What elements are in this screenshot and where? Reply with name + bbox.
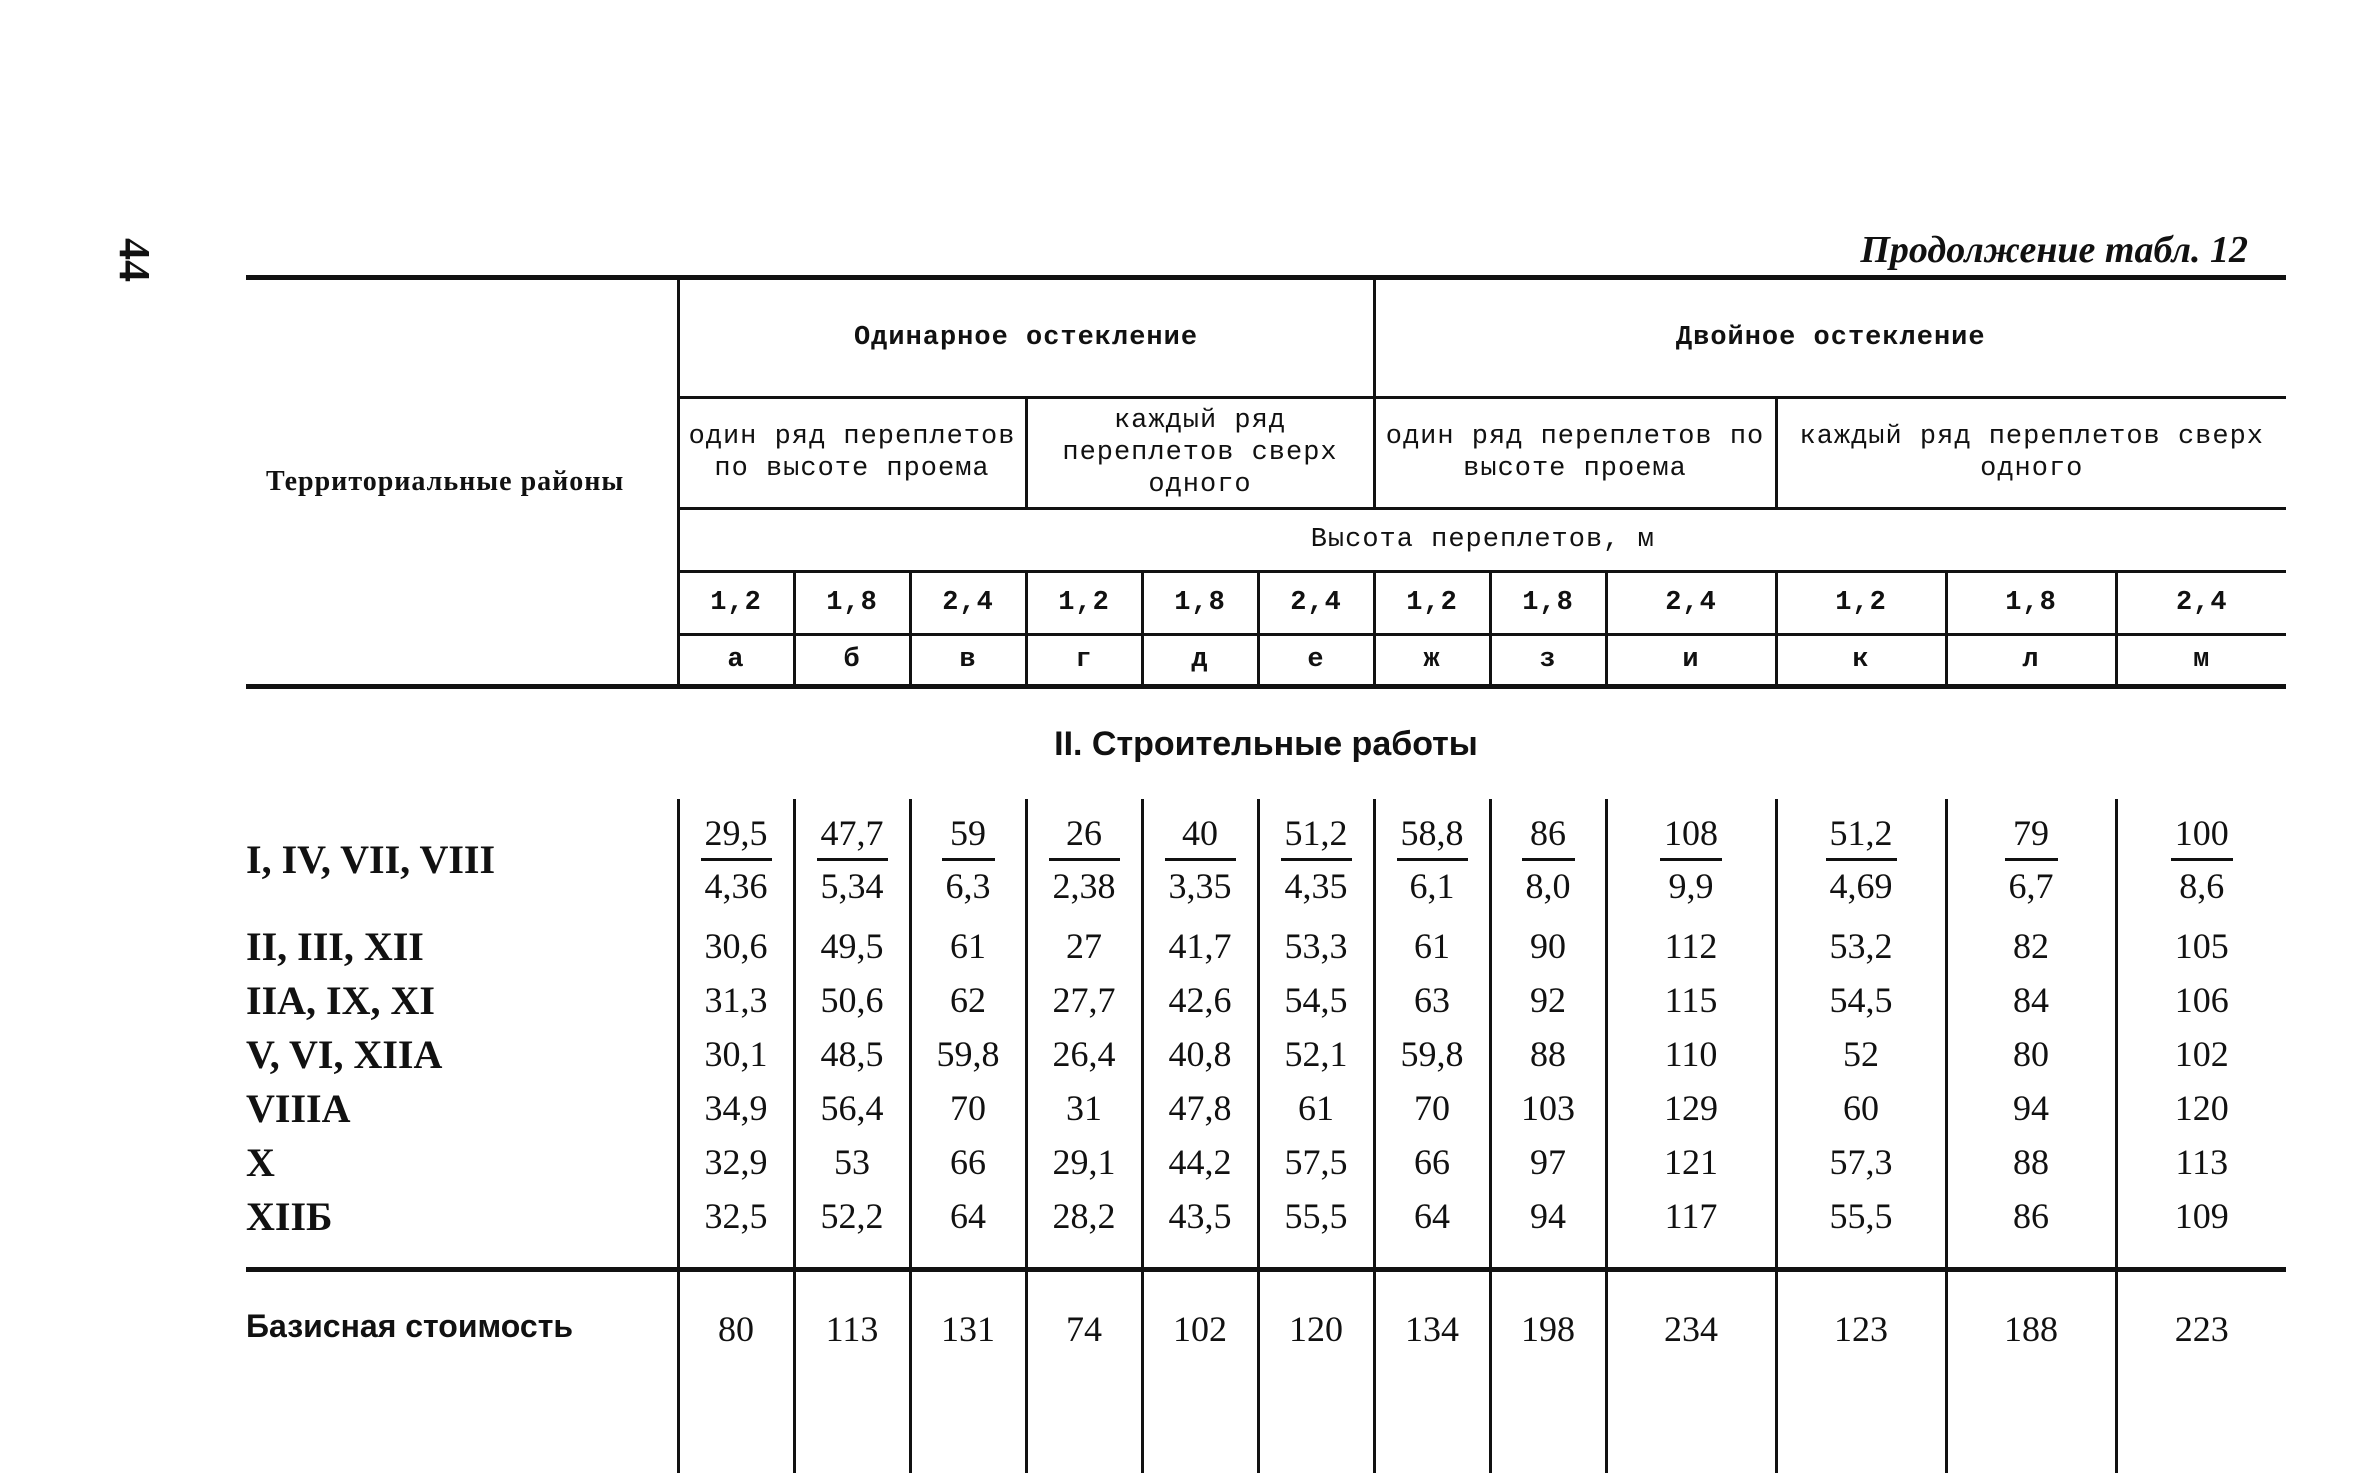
table-cell: 88 — [1490, 1027, 1606, 1081]
fraction-numerator: 86 — [1522, 808, 1575, 861]
table-cell: 66 — [910, 1135, 1026, 1189]
table-caption: Продолжение табл. 12 — [1860, 229, 2248, 271]
spacer-cell — [1946, 1243, 2116, 1269]
header-letter-8: и — [1606, 635, 1776, 687]
fraction-numerator: 51,2 — [1281, 808, 1352, 861]
header-height-8: 2,4 — [1606, 572, 1776, 635]
fraction-numerator: 100 — [2171, 808, 2233, 861]
fraction-cell — [1490, 799, 1606, 919]
table-cell: 50,6 — [794, 973, 910, 1027]
table-cell: 52 — [1776, 1027, 1946, 1081]
fraction-numerator: 58,8 — [1397, 808, 1468, 861]
fraction-numerator: 108 — [1660, 808, 1722, 861]
fraction-denominator: 4,36 — [704, 865, 768, 906]
table-cell: 109 — [2116, 1189, 2286, 1243]
row-region: II, III, XII — [246, 923, 424, 969]
row-region: I, IV, VII, VIII — [246, 836, 496, 882]
header-letter-1: б — [794, 635, 910, 687]
spacer-cell — [246, 1243, 678, 1269]
fraction-cell — [678, 799, 794, 919]
table-body — [246, 687, 2286, 920]
header-height-6: 1,2 — [1374, 572, 1490, 635]
table-cell: 115 — [1606, 973, 1776, 1027]
fraction-denominator: 8,0 — [1525, 865, 1571, 906]
header-height-1: 1,8 — [794, 572, 910, 635]
spacer-cell — [1026, 1243, 1142, 1269]
header-letter-10: л — [1946, 635, 2116, 687]
fraction-cell — [1606, 799, 1776, 919]
base-cost-cell: 80 — [678, 1269, 794, 1473]
spacer-cell — [2116, 1243, 2286, 1269]
header-letter-9: к — [1776, 635, 1946, 687]
spacer-cell — [1374, 1243, 1490, 1269]
table-cell: 106 — [2116, 973, 2286, 1027]
fraction-cell — [1142, 799, 1258, 919]
page-number: 44 — [110, 238, 159, 282]
header-height-9: 1,2 — [1776, 572, 1946, 635]
fraction-denominator: 2,38 — [1052, 865, 1116, 906]
header-subgroup-4: каждый ряд переплетов сверх одного — [1776, 398, 2286, 509]
fraction-cell — [1946, 799, 2116, 919]
row-region: VIIIA — [246, 1085, 351, 1131]
header-letter-6: ж — [1374, 635, 1490, 687]
table-cell: 62 — [910, 973, 1026, 1027]
table-cell: 54,5 — [1258, 973, 1374, 1027]
header-letter-4: д — [1142, 635, 1258, 687]
header-height-4: 1,8 — [1142, 572, 1258, 635]
table-body-base — [246, 1269, 2286, 1473]
header-height-5: 2,4 — [1258, 572, 1374, 635]
fraction — [1826, 808, 1897, 911]
table-cell: 31 — [1026, 1081, 1142, 1135]
table-cell: 55,5 — [1776, 1189, 1946, 1243]
fraction-numerator: 40 — [1165, 808, 1236, 861]
header-single-glazing: Одинарное остекление — [678, 278, 1374, 398]
table-cell: 110 — [1606, 1027, 1776, 1081]
row-region: XIIБ — [246, 1193, 333, 1239]
base-cost-cell: 131 — [910, 1269, 1026, 1473]
table-cell: 52,1 — [1258, 1027, 1374, 1081]
base-cost-cell: 134 — [1374, 1269, 1490, 1473]
table-cell: 42,6 — [1142, 973, 1258, 1027]
table-cell: 84 — [1946, 973, 2116, 1027]
table-cell: 26,4 — [1026, 1027, 1142, 1081]
header-height-10: 1,8 — [1946, 572, 2116, 635]
table-cell: 30,1 — [678, 1027, 794, 1081]
table-row — [246, 1189, 2286, 1243]
table-cell: 31,3 — [678, 973, 794, 1027]
fraction-cell — [1258, 799, 1374, 919]
fraction-denominator: 3,35 — [1168, 865, 1232, 906]
spacer-cell — [1142, 1243, 1258, 1269]
table-cell: 90 — [1490, 919, 1606, 973]
table-cell: 59,8 — [910, 1027, 1026, 1081]
table-cell: 94 — [1490, 1189, 1606, 1243]
header-letter-3: г — [1026, 635, 1142, 687]
fraction-cell — [1374, 799, 1490, 919]
table-cell: 86 — [1946, 1189, 2116, 1243]
table-row-spacer — [246, 1243, 2286, 1269]
header-height-0: 1,2 — [678, 572, 794, 635]
base-cost-cell: 234 — [1606, 1269, 1776, 1473]
table-cell: 27 — [1026, 919, 1142, 973]
header-subgroup-1: один ряд переплетов по высоте проема — [678, 398, 1026, 509]
spacer-cell — [794, 1243, 910, 1269]
price-table — [246, 275, 2286, 1473]
header-height-7: 1,8 — [1490, 572, 1606, 635]
table-cell: 121 — [1606, 1135, 1776, 1189]
table-cell: 57,5 — [1258, 1135, 1374, 1189]
row-region: X — [246, 1139, 275, 1185]
table-cell: 70 — [910, 1081, 1026, 1135]
fraction-cell — [794, 799, 910, 919]
table-cell: 27,7 — [1026, 973, 1142, 1027]
header-letter-2: в — [910, 635, 1026, 687]
base-cost-cell: 120 — [1258, 1269, 1374, 1473]
fraction — [2005, 808, 2058, 911]
header-double-glazing: Двойное остекление — [1374, 278, 2286, 398]
header-letter-5: е — [1258, 635, 1374, 687]
table-row — [246, 1027, 2286, 1081]
fraction-denominator: 8,6 — [2179, 865, 2225, 906]
fraction — [817, 808, 888, 911]
table-row — [246, 1081, 2286, 1135]
spacer-cell — [910, 1243, 1026, 1269]
fraction — [701, 808, 772, 911]
base-cost-cell: 113 — [794, 1269, 910, 1473]
fraction-denominator: 6,1 — [1409, 865, 1455, 906]
base-cost-cell: 223 — [2116, 1269, 2286, 1473]
table-cell: 30,6 — [678, 919, 794, 973]
table-cell: 28,2 — [1026, 1189, 1142, 1243]
fraction — [2171, 808, 2233, 911]
fraction-cell — [2116, 799, 2286, 919]
table-cell: 53,3 — [1258, 919, 1374, 973]
base-cost-label: Базисная стоимость — [246, 1269, 678, 1473]
section-title: II. Строительные работы — [1054, 724, 1478, 763]
fraction-cell — [1026, 799, 1142, 919]
table-cell: 60 — [1776, 1081, 1946, 1135]
header-subgroup-3: один ряд переплетов по высоте проема — [1374, 398, 1776, 509]
fraction-denominator: 4,69 — [1829, 865, 1893, 906]
fraction-numerator: 29,5 — [701, 808, 772, 861]
table-row — [246, 919, 2286, 973]
fraction-numerator: 47,7 — [817, 808, 888, 861]
table-cell: 64 — [1374, 1189, 1490, 1243]
header-letter-11: м — [2116, 635, 2286, 687]
table-cell: 32,9 — [678, 1135, 794, 1189]
table-cell: 117 — [1606, 1189, 1776, 1243]
table-cell: 48,5 — [794, 1027, 910, 1081]
table-cell: 92 — [1490, 973, 1606, 1027]
table-row — [246, 799, 2286, 919]
table-cell: 34,9 — [678, 1081, 794, 1135]
table-cell: 64 — [910, 1189, 1026, 1243]
base-cost-cell: 123 — [1776, 1269, 1946, 1473]
table-cell: 82 — [1946, 919, 2116, 973]
table-cell: 61 — [1258, 1081, 1374, 1135]
fraction — [1165, 808, 1236, 911]
row-region: V, VI, XIIA — [246, 1031, 443, 1077]
table-cell: 97 — [1490, 1135, 1606, 1189]
table-row — [246, 1135, 2286, 1189]
table-cell: 53,2 — [1776, 919, 1946, 973]
spacer-cell — [1606, 1243, 1776, 1269]
table-cell: 120 — [2116, 1081, 2286, 1135]
table-cell: 52,2 — [794, 1189, 910, 1243]
fraction — [942, 808, 995, 911]
fraction-cell — [910, 799, 1026, 919]
spacer-cell — [678, 1243, 794, 1269]
fraction-numerator: 79 — [2005, 808, 2058, 861]
table-cell: 55,5 — [1258, 1189, 1374, 1243]
fraction-numerator: 51,2 — [1826, 808, 1897, 861]
header-height-3: 1,2 — [1026, 572, 1142, 635]
fraction-denominator: 6,7 — [2008, 865, 2054, 906]
table-row — [246, 973, 2286, 1027]
table-cell: 103 — [1490, 1081, 1606, 1135]
spacer-cell — [1490, 1243, 1606, 1269]
base-cost-row — [246, 1269, 2286, 1473]
table-cell: 59,8 — [1374, 1027, 1490, 1081]
table-cell: 88 — [1946, 1135, 2116, 1189]
table-cell: 54,5 — [1776, 973, 1946, 1027]
header-height-2: 2,4 — [910, 572, 1026, 635]
base-cost-cell: 188 — [1946, 1269, 2116, 1473]
fraction — [1049, 808, 1120, 911]
table-cell: 57,3 — [1776, 1135, 1946, 1189]
table-cell: 112 — [1606, 919, 1776, 973]
table-cell: 102 — [2116, 1027, 2286, 1081]
table-cell: 94 — [1946, 1081, 2116, 1135]
header-height-11: 2,4 — [2116, 572, 2286, 635]
base-cost-cell: 74 — [1026, 1269, 1142, 1473]
table-cell: 40,8 — [1142, 1027, 1258, 1081]
table-cell: 80 — [1946, 1027, 2116, 1081]
table-cell: 44,2 — [1142, 1135, 1258, 1189]
header-region-label: Территориальные районы — [246, 278, 678, 687]
table-body-rows — [246, 919, 2286, 1269]
table-cell: 61 — [1374, 919, 1490, 973]
fraction — [1397, 808, 1468, 911]
header-height-label: Высота переплетов, м — [678, 509, 2286, 572]
spacer-cell — [1776, 1243, 1946, 1269]
header-letter-0: а — [678, 635, 794, 687]
fraction-denominator: 9,9 — [1668, 865, 1714, 906]
fraction-denominator: 4,35 — [1284, 865, 1348, 906]
table-cell: 43,5 — [1142, 1189, 1258, 1243]
table-cell: 105 — [2116, 919, 2286, 973]
table-cell: 113 — [2116, 1135, 2286, 1189]
table-cell: 41,7 — [1142, 919, 1258, 973]
fraction-cell — [1776, 799, 1946, 919]
base-cost-cell: 198 — [1490, 1269, 1606, 1473]
table-cell: 70 — [1374, 1081, 1490, 1135]
spacer-cell — [1258, 1243, 1374, 1269]
table-cell: 29,1 — [1026, 1135, 1142, 1189]
table-cell: 63 — [1374, 973, 1490, 1027]
table-cell: 66 — [1374, 1135, 1490, 1189]
fraction — [1281, 808, 1352, 911]
row-region: IIA, IX, XI — [246, 977, 435, 1023]
base-cost-cell: 102 — [1142, 1269, 1258, 1473]
fraction — [1660, 808, 1722, 911]
table-cell: 53 — [794, 1135, 910, 1189]
fraction-numerator: 26 — [1049, 808, 1120, 861]
table-cell: 47,8 — [1142, 1081, 1258, 1135]
fraction-denominator: 6,3 — [945, 865, 991, 906]
header-subgroup-2: каждый ряд переплетов сверх одного — [1026, 398, 1374, 509]
table-header — [246, 278, 2286, 687]
header-letter-7: з — [1490, 635, 1606, 687]
table-cell: 49,5 — [794, 919, 910, 973]
table-cell: 129 — [1606, 1081, 1776, 1135]
price-table-container — [246, 275, 2286, 1473]
table-cell: 56,4 — [794, 1081, 910, 1135]
table-cell: 32,5 — [678, 1189, 794, 1243]
table-cell: 61 — [910, 919, 1026, 973]
fraction-numerator: 59 — [942, 808, 995, 861]
fraction — [1522, 808, 1575, 911]
fraction-denominator: 5,34 — [820, 865, 884, 906]
